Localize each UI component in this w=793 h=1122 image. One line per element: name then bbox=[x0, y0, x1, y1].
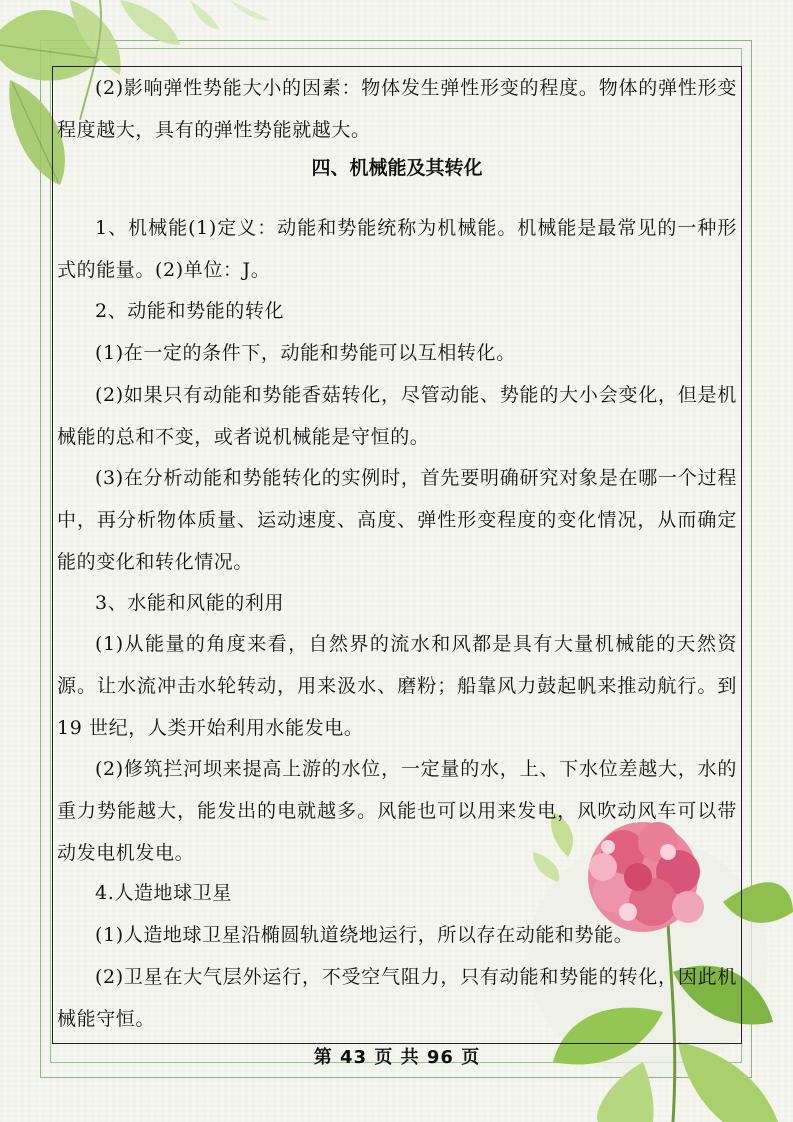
paragraph-conversion-2: (2)如果只有动能和势能香菇转化，尽管动能、势能的大小会变化，但是机械能的总和不变，或者说机械能是守恒的。 bbox=[57, 384, 737, 448]
paragraph-satellite-1: (1)人造地球卫星沿椭圆轨道绕地运行，所以存在动能和势能。 bbox=[95, 924, 634, 946]
paragraph-conversion-3: (3)在分析动能和势能转化的实例时，首先要明确研究对象是在哪一个过程中，再分析物体质量、运动速度、高度、弹性形变程度的变化情况，从而确定能的变化和转化情况。 bbox=[57, 467, 737, 573]
paragraph-satellite-title: 4.人造地球卫星 bbox=[95, 882, 232, 904]
paragraph-elastic-energy: (2)影响弹性势能大小的因素：物体发生弹性形变的程度。物体的弹性形变程度越大，具有的弹性势能就越大。 bbox=[57, 77, 737, 141]
paragraph-satellite-2: (2)卫星在大气层外运行，不受空气阻力，只有动能和势能的转化，因此机械能守恒。 bbox=[57, 966, 737, 1030]
paragraph-mechanical-energy-definition: 1、机械能(1)定义：动能和势能统称为机械能。机械能是最常见的一种形式的能量。(2)单位：J。 bbox=[57, 217, 737, 281]
section-heading: 四、机械能及其转化 bbox=[311, 157, 483, 179]
paragraph-water-wind-title: 3、水能和风能的利用 bbox=[95, 592, 285, 614]
paragraph-conversion-1: (1)在一定的条件下，动能和势能可以互相转化。 bbox=[95, 342, 516, 364]
paragraph-conversion-title: 2、动能和势能的转化 bbox=[95, 300, 285, 322]
paragraph-water-wind-2: (2)修筑拦河坝来提高上游的水位，一定量的水，上、下水位差越大，水的重力势能越大，能发出的电就越多。风能也可以用来发电，风吹动风车可以带动发电机发电。 bbox=[57, 758, 737, 864]
paragraph-water-wind-1: (1)从能量的角度来看，自然界的流水和风都是具有大量机械能的天然资源。让水流冲击水轮转动，用来汲水、磨粉；船靠风力鼓起帆来推动航行。到 19 世纪，人类开始利用水能发电。 bbox=[57, 633, 737, 739]
page-number-footer: 第 43 页 共 96 页 bbox=[313, 1047, 481, 1068]
